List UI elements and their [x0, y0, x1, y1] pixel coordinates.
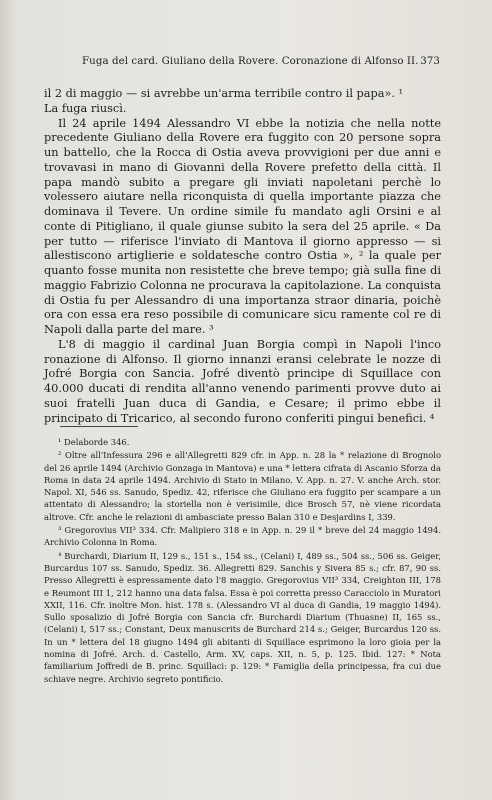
footnote-divider: [60, 426, 138, 427]
paragraph-2: [44, 117, 441, 338]
text-line: L'8 di maggio il cardinal Juan Borgia compì in Napoli l'inco: [58, 337, 441, 351]
text-line: La conquista di Ostia fu per Alessandro di una importanza straor: [44, 278, 441, 307]
text-line: ronazione di Alfonso. Il giorno innanzi eransi celebrate le nozze: [44, 352, 431, 366]
text-line: duto ai suoi fratelli Juan duca di Gandia, e Cesare; il primo: [44, 382, 441, 410]
footnote-2: ² Oltre all'Infessura 296 e all'Allegretti 829 cfr. in App. n. 28 la * relazione di Brognolo del 26 aprile 1494 (Archivio Gonzaga in Mantova) e una * lettera cifrata di Ascanio Sforza da Roma in data 24 aprile 1494. Archivio di Stato in Milano. V. App. n. 27. V. anche Arch. stor. Napol. XI, 546 ss. Sanudo, Spediz. 42, riferisce che Giuliano era fuggito per scampare a un attentato di Alessandro; la storiella non è verisimile, dice Brosch 57, nè viene ricordata altrove. Cfr. anche le relazioni di ambasciate presso Balan 310 e Desjardins I, 339.: [44, 450, 441, 522]
text-line: fine di maggio Fabrizio Colonna ne procurava la capitolazione.: [44, 264, 441, 292]
paragraph-1: [44, 87, 441, 117]
text-line: benefici. ⁴: [377, 411, 435, 425]
page-number: 373: [420, 56, 440, 67]
running-title: Fuga del card. Giuliano della Rovere. Coronazione di Alfonso II.: [82, 56, 419, 67]
page-header: [44, 56, 440, 67]
text-line: volessero aiutare nella riconquista di quella importante piazza che: [44, 190, 441, 204]
text-line: per quanto fosse munita non resistette che breve tempo; già sulla: [44, 249, 441, 277]
footnote-3: ³ Gregorovius VII³ 334. Cfr. Malipiero 318 e in App. n. 29 il * breve del 24 maggio 1494. Archivio Colonna in Roma.: [44, 525, 441, 548]
text-line: dominava il Tevere. Un ordine simile fu mandato agli Orsini e: [44, 205, 431, 218]
footnote-4: ⁴ Burchardi, Diarium II, 129 s., 151 s., 154 ss., (Celani) I, 489 ss., 504 ss., 506 ss. Geiger, Burcardus 107 ss. Sanudo, Spediz. 36. Allegretti 829. Sanchis y Sivera 85 s.; cfr. 87, 90 ss. Presso Allegretti è espressamente dato l'8 maggio. Gregorovius VII³ 334, Creighton III, 178 e Reumont III 1, 212 hanno una data falsa. Essa è poi corretta presso Caracciolo in Muratori XXII, 116. Cfr. inoltre Mon. hist. 178 s. (Alessandro VI al duca di Gandia, 19 maggio 1494). Sullo sposalizio di Jofré Borgia con Sancia cfr. Burchardi Diarium (Thuasne) II, 165 ss., (Celani) I, 517 ss.; Constant, Deux manuscrits de Burchard 214 s.; Geiger, Burcardus 120 ss. In un * lettera del 18 giugno 1494 gli abitanti di Squillace esprimono la loro gioia per la nomina di Jofré. Arch. d. Castello, Arm. XV, caps. XII, n. 5, p. 125. Ibid. 127: * Nota familiarium Joffredi de B. princ. Squillaci: p. 129: * Famiglia della principessa, fra cui due schiave negre. Archivio segreto pontificio.: [44, 550, 441, 684]
text-line: — si allestiscono artiglierie e soldatesche contro Ostia », ² la quale: [44, 234, 441, 263]
text-line: di Jofré Borgia con Sancia. Jofré diventò principe di Squillace: [44, 352, 441, 381]
text-line: precedente Giuliano della Rovere era fuggito con 20 persone sopra: [44, 131, 441, 145]
text-line: Il papa mandò subito a pregare gli inviati napoletani perchè lo: [44, 160, 441, 189]
text-line: un battello, che la Rocca di Ostia aveva provvigioni per due anni: [44, 146, 435, 159]
footnote-1: ¹ Delaborde 346.: [58, 437, 130, 447]
text-line: « Da per tutto — riferisce l'inviato di Mantova il giorno appresso: [44, 219, 442, 248]
text-line: e trovavasi in mano di Giovanni della Rovere prefetto della città.: [44, 146, 441, 174]
text-line: La fuga riuscì.: [44, 101, 127, 115]
text-line: con 40.000 ducati di rendita all'anno venendo parimenti provve: [44, 367, 441, 395]
text-line: al conte di Pitigliano, il quale giunse subito la sera del 25 aprile.: [44, 205, 441, 233]
text-line: ebbe il principato di Tricarico, al secondo furono conferiti pingui: [44, 396, 441, 425]
paragraph-3: [44, 338, 441, 427]
footnotes: [44, 436, 441, 685]
main-text: [44, 87, 441, 426]
text-line: ramente col re di Napoli dalla parte del mare. ³: [44, 308, 441, 336]
text-line: Il 24 aprile 1494 Alessandro VI ebbe la notizia che nella notte: [58, 116, 441, 130]
text-line: il 2 di maggio — si avrebbe un'arma terribile contro il papa». ¹: [44, 87, 404, 100]
text-line: dinaria, poichè ora con essa era reso possibile di comunicare sicu: [44, 293, 442, 322]
